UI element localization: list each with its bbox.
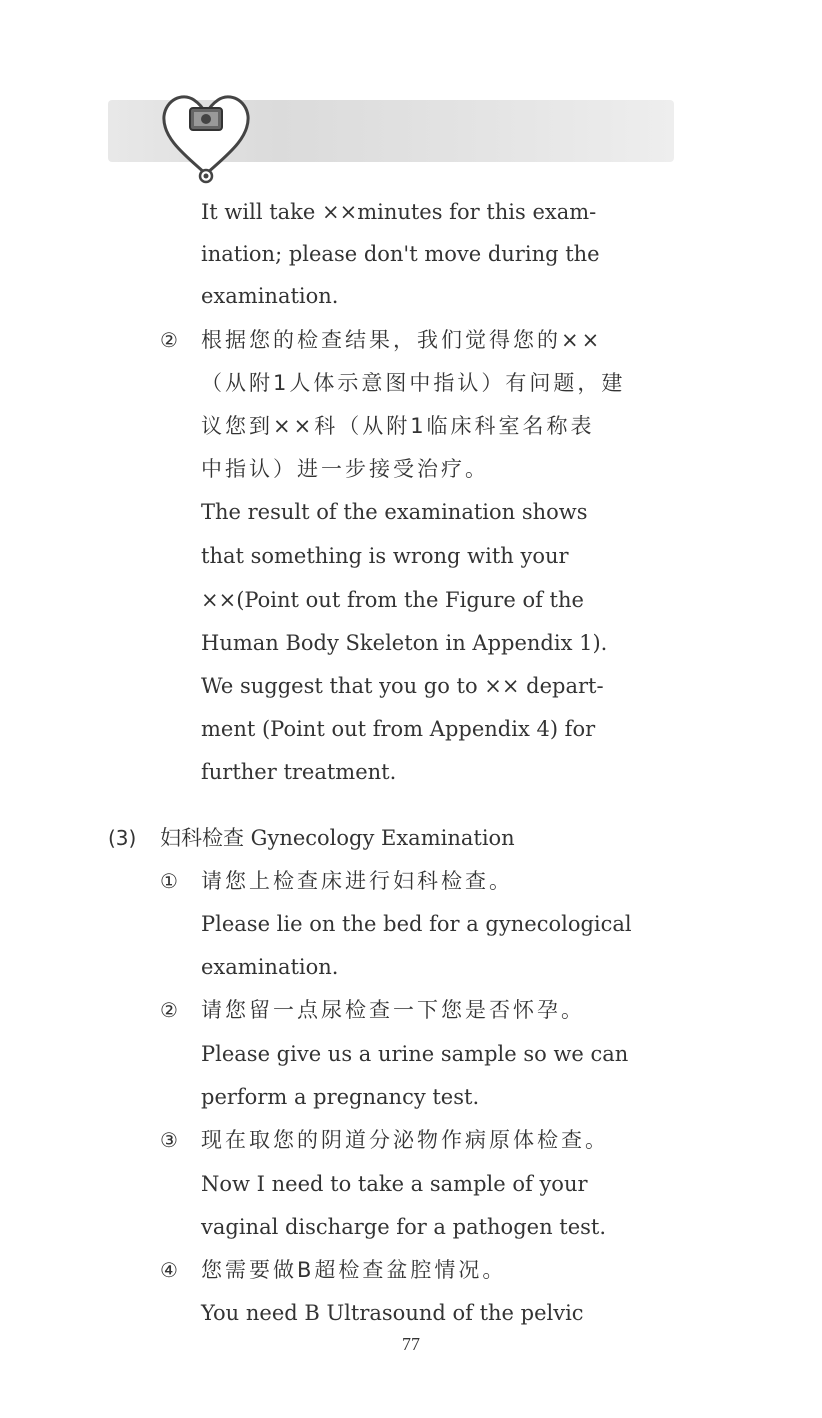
section-heading: 妇科检查 Gynecology Examination [160,826,515,850]
text-line: further treatment. [201,760,397,784]
chinese-line: 您需要做B超检查盆腔情况。 [201,1258,507,1282]
stethoscope-heart-icon [156,86,256,186]
item-number: ② [160,998,178,1022]
text-line: ination; please don't move during the [201,242,600,266]
text-line: perform a pregnancy test. [201,1085,480,1109]
text-line: examination. [201,284,339,308]
section-number: (3) [108,826,137,850]
item-number: ③ [160,1128,178,1152]
item-number: ② [160,328,178,352]
text-line: examination. [201,955,339,979]
chinese-line: 现在取您的阴道分泌物作病原体检查。 [201,1128,609,1152]
chinese-line: 中指认）进一步接受治疗。 [201,457,489,481]
chinese-line: 根据您的检查结果，我们觉得您的×× [201,328,603,352]
text-line: Please lie on the bed for a gynecological [201,912,632,936]
text-line: that something is wrong with your [201,544,569,568]
text-line: You need B Ultrasound of the pelvic [201,1301,584,1325]
text-line: It will take ××minutes for this exam- [201,200,597,224]
text-line: The result of the examination shows [201,500,588,524]
text-line: Human Body Skeleton in Appendix 1). [201,631,608,655]
chinese-line: 议您到××科（从附1临床科室名称表 [201,414,595,438]
chinese-line: 请您留一点尿检查一下您是否怀孕。 [201,998,585,1022]
text-line: vaginal discharge for a pathogen test. [201,1215,607,1239]
text-line: ment (Point out from Appendix 4) for [201,717,596,741]
chinese-line: （从附1人体示意图中指认）有问题，建 [201,371,626,395]
item-number: ① [160,869,178,893]
text-line: ××(Point out from the Figure of the [201,588,584,612]
text-line: Please give us a urine sample so we can [201,1042,629,1066]
text-line: We suggest that you go to ×× depart- [201,674,604,698]
item-number: ④ [160,1258,178,1282]
page-number: 77 [402,1334,420,1354]
text-line: Now I need to take a sample of your [201,1172,588,1196]
chinese-line: 请您上检查床进行妇科检查。 [201,869,513,893]
